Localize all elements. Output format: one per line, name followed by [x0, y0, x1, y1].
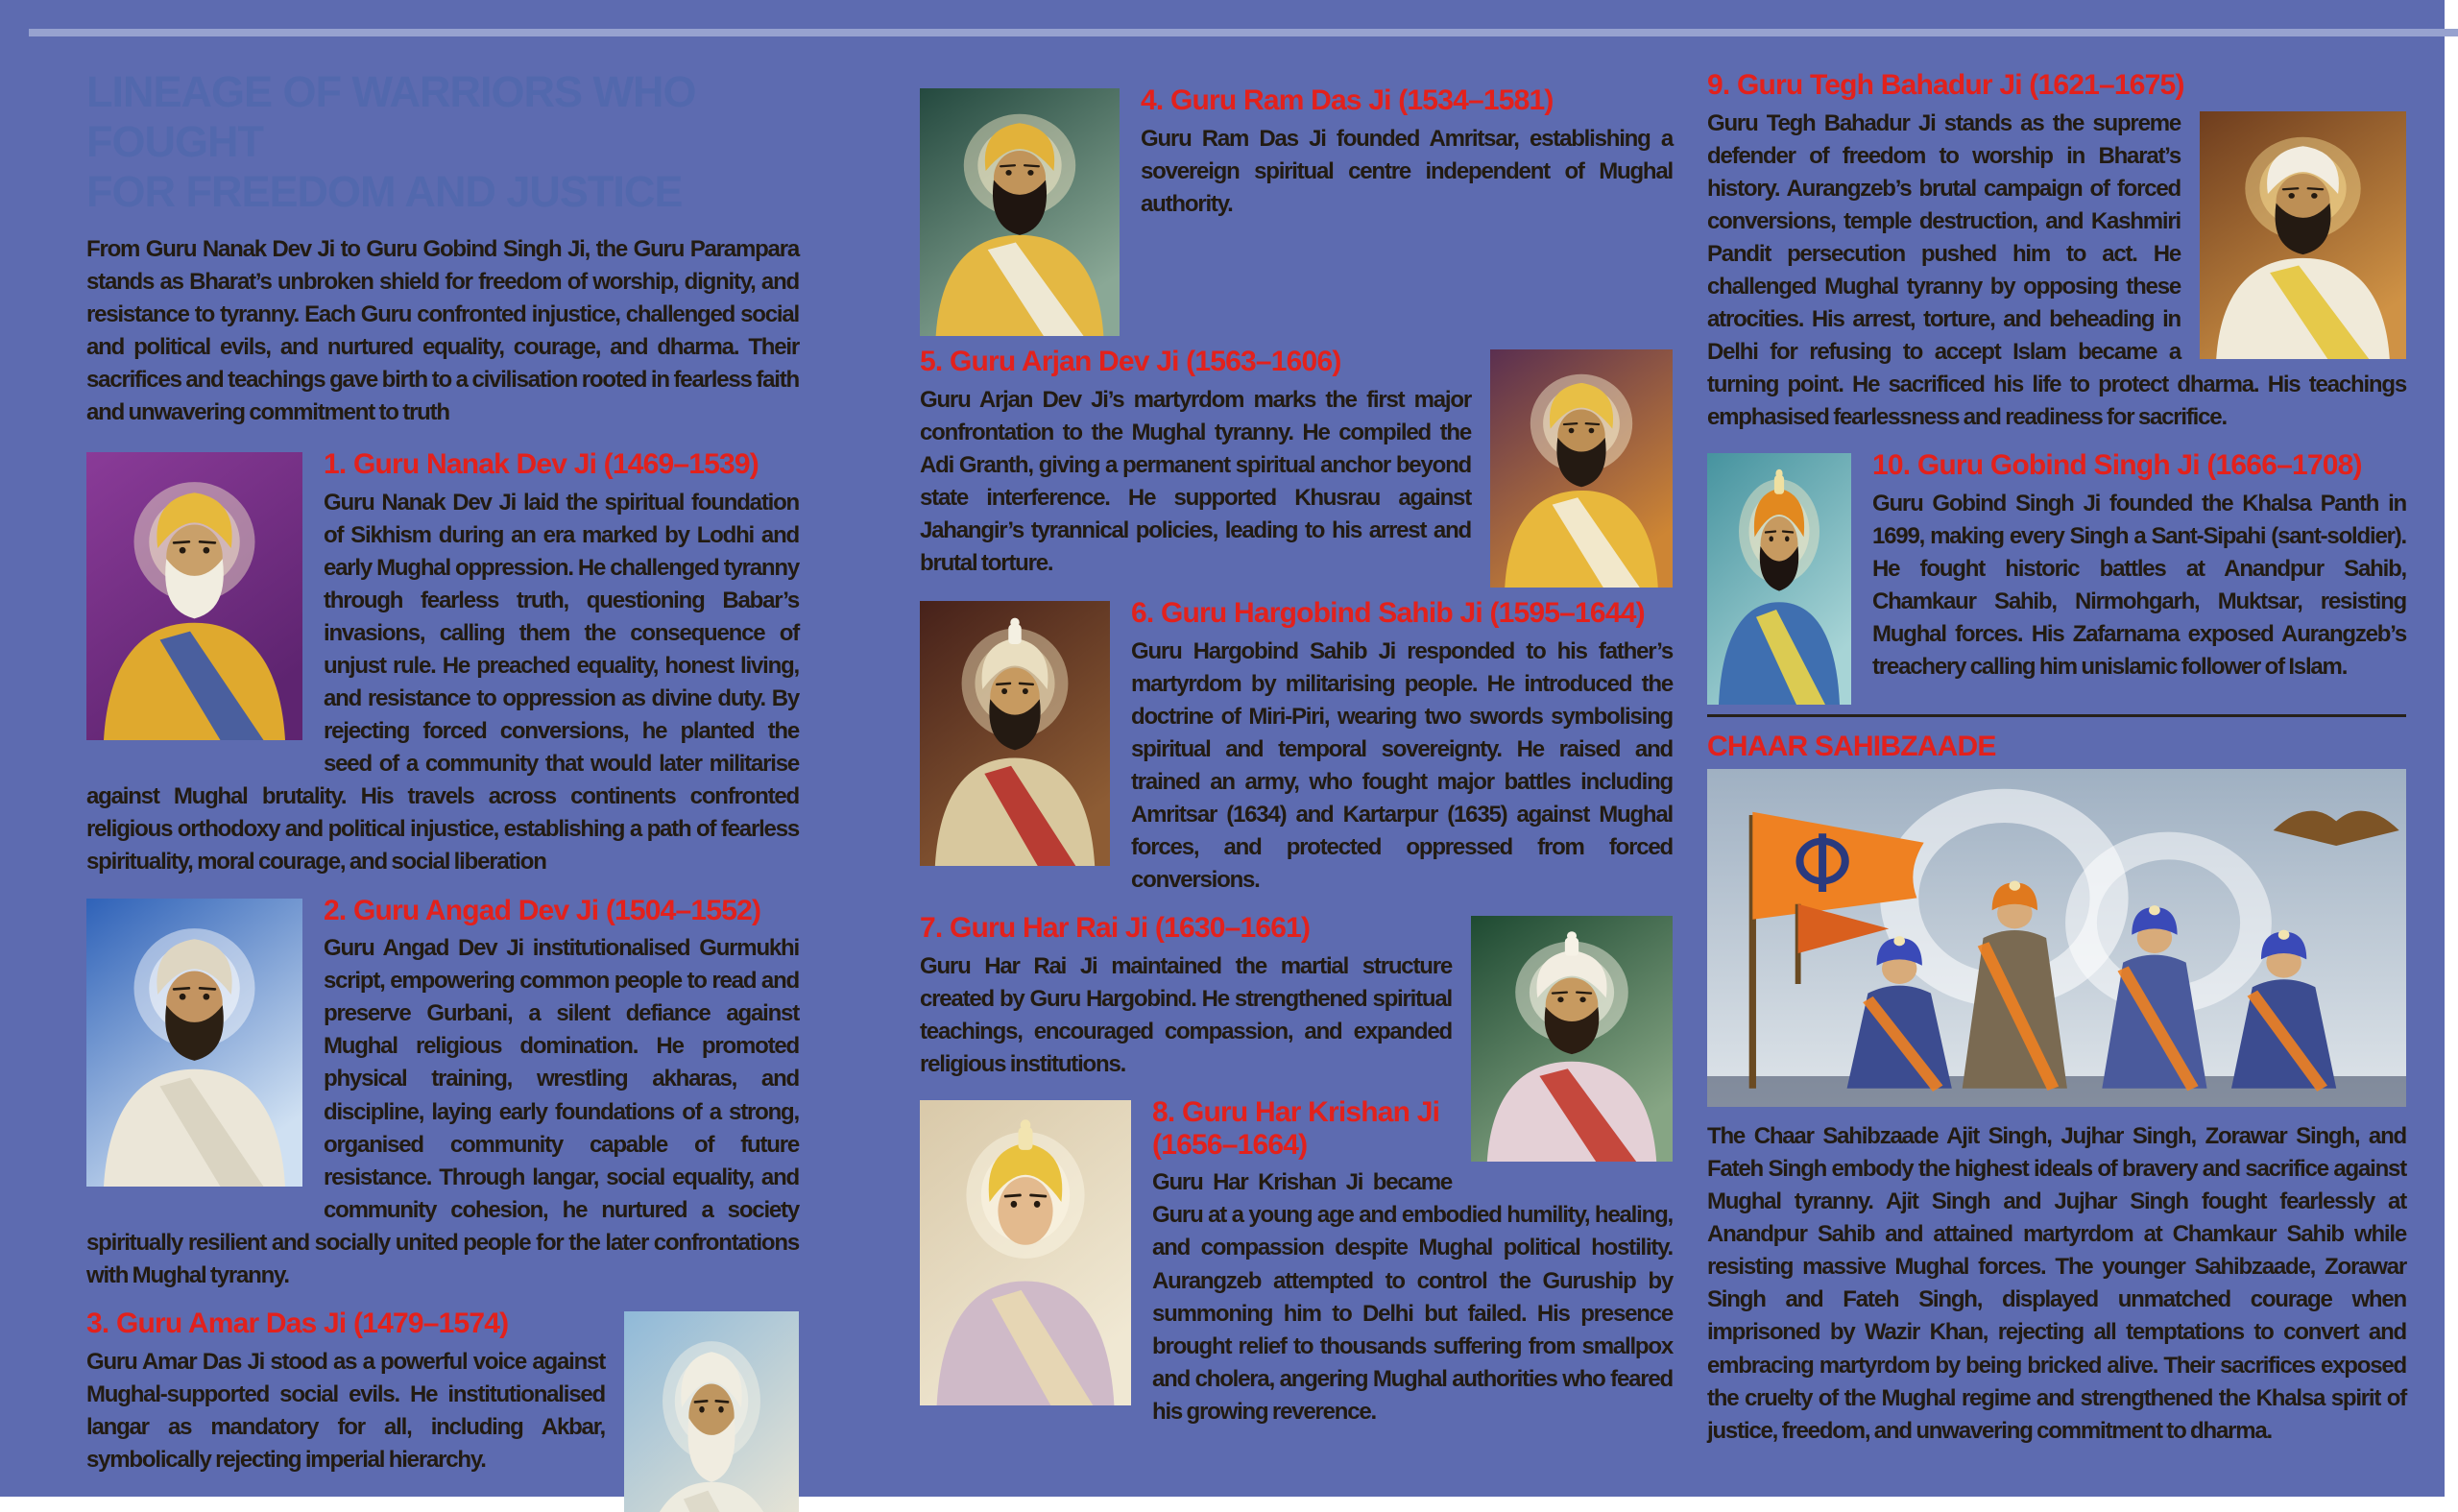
section-heading-guru-ram-das: 4. Guru Ram Das Ji (1534–1581): [1141, 84, 1554, 116]
section-heading-guru-arjan: 5. Guru Arjan Dev Ji (1563–1606): [920, 346, 1341, 377]
section-guru-tegh-bahadur: [1707, 69, 2406, 434]
section-body-guru-har-rai: Guru Har Rai Ji maintained the martial structure created by Guru Hargobind. He strengthened spiritual teachings, encouraged compassion, and expanded religious institutions.: [920, 952, 1452, 1078]
page-title-line1: LINEAGE OF WARRIORS WHO FOUGHT: [86, 67, 696, 167]
section-heading-guru-nanak: 1. Guru Nanak Dev Ji (1469–1539): [324, 448, 759, 481]
page-title: [86, 67, 799, 218]
section-guru-amar-das: [86, 1308, 799, 1476]
section-guru-gobind-singh: [1707, 449, 2406, 684]
section-body-guru-ram-das: Guru Ram Das Ji founded Amritsar, establishing a sovereign spiritual centre independent of Mughal authority.: [1141, 125, 1673, 217]
section-guru-har-rai: [920, 912, 1673, 1081]
guru-har-krishan-portrait: [920, 1100, 1131, 1405]
column-middle: [920, 40, 1673, 1444]
chaar-sahibzaade-image: [1707, 769, 2406, 1107]
guru-angad-portrait: [86, 899, 302, 1187]
guru-gobind-singh-portrait: [1707, 453, 1851, 705]
column-left: [86, 54, 799, 1512]
section-heading-guru-angad: 2. Guru Angad Dev Ji (1504–1552): [324, 894, 761, 926]
section-body-guru-nanak: Guru Nanak Dev Ji laid the spiritual foundation of Sikhism during an era marked by Lodhi and early Mughal oppression. He challenged tyranny through fearless truth, questioning Babar’s invasions, calling them the consequence of unjust rule. He preached equality, honest living, and resistance to oppression as divine duty. By rejecting forced conversions, he planted the seed of a community that would later militarise against Mughal brutality. His travels across continents confronted religious orthodoxy and political injustice, establishing a path of fearless spirituality, moral courage, and social liberation: [86, 489, 799, 876]
guru-har-rai-portrait: [1471, 916, 1673, 1162]
section-heading-guru-tegh-bahadur: 9. Guru Tegh Bahadur Ji (1621–1675): [1707, 69, 2184, 101]
section-heading-guru-har-krishan: 8. Guru Har Krishan Ji (1656–1664): [1152, 1096, 1440, 1161]
section-guru-ram-das: [920, 84, 1673, 221]
page-content: [29, 29, 2458, 1473]
column-right: [1707, 40, 2406, 1463]
section-divider: [1707, 714, 2406, 717]
section-heading-guru-amar-das: 3. Guru Amar Das Ji (1479–1574): [86, 1308, 509, 1340]
section-chaar-sahibzaade: [1707, 731, 2406, 1447]
section-heading-guru-gobind-singh: 10. Guru Gobind Singh Ji (1666–1708): [1872, 449, 2362, 482]
section-body-guru-angad: Guru Angad Dev Ji institutionalised Gurmukhi script, empowering common people to read and preserve Gurbani, a silent defiance against Mughal religious domination. He promoted physical training, wrestling akharas, and discipline, laying early foundations of a strong, organised community capable of future resistance. Through langar, social equality, and community cohesion, he nurtured a society spiritually resilient and socially united people for the later confrontations with Mughal tyranny.: [86, 935, 799, 1288]
guru-tegh-bahadur-portrait: [2200, 111, 2406, 359]
page-title-line2: FOR FREEDOM AND JUSTICE: [86, 167, 683, 217]
guru-amar-das-portrait: [624, 1311, 799, 1512]
guru-hargobind-portrait: [920, 601, 1110, 866]
section-body-guru-tegh-bahadur: Guru Tegh Bahadur Ji stands as the supreme defender of freedom to worship in Bharat’s history. Aurangzeb’s brutal campaign of forced conversions, temple destruction, and Kashmiri Pandit persecution pushed him to act. He challenged Mughal tyranny by opposing these atrocities. His arrest, torture, and beheading in Delhi for refusing to accept Islam became a turning point. He sacrificed his life to protect dharma. His teachings emphasised fearlessness and readiness for sacrifice.: [1707, 109, 2406, 431]
section-guru-hargobind: [920, 597, 1673, 897]
section-body-guru-amar-das: Guru Amar Das Ji stood as a powerful voice against Mughal-supported social evils. He institutionalised langar as mandatory for all, including Akbar, symbolically rejecting imperial hierarchy.: [86, 1348, 605, 1473]
guru-nanak-portrait: [86, 452, 302, 740]
section-body-guru-har-krishan: Guru Har Krishan Ji became Guru at a young age and embodied humility, healing, and compassion despite Mughal political hostility. Aurangzeb attempted to control the Guruship by summoning him to Delhi but failed. His presence brought relief to thousands suffering from smallpox and cholera, angering Mughal authorities who feared his growing reverence.: [1152, 1169, 1673, 1425]
section-guru-nanak: [86, 448, 799, 879]
section-heading-guru-hargobind: 6. Guru Hargobind Sahib Ji (1595–1644): [1131, 597, 1645, 629]
guru-ram-das-portrait: [920, 88, 1120, 336]
chaar-sahibzaade-body: The Chaar Sahibzaade Ajit Singh, Jujhar Singh, Zorawar Singh, and Fateh Singh embody the highest ideals of bravery and sacrifice against Mughal tyranny. Ajit Singh and Jujhar Singh fought fearlessly at Anandpur Sahib and attained martyrdom at Chamkaur Sahib while resisting massive Mughal forces. The younger Sahibzaade, Zorawar Singh and Fateh Singh, displayed unmatched courage when imprisoned by Wazir Khan, rejecting all temptations to convert and embracing martyrdom by being bricked alive. Their sacrifices exposed the cruelty of the Mughal regime and strengthened the Khalsa spirit of justice, freedom, and unwavering commitment to dharma.: [1707, 1122, 2406, 1444]
section-body-guru-hargobind: Guru Hargobind Sahib Ji responded to his father’s martyrdom by militarising people. He introduced the doctrine of Miri-Piri, wearing two swords symbolising spiritual and temporal sovereignty. He raised and trained an army, who fought major battles including Amritsar (1634) and Kartarpur (1635) against Mughal forces, and protected oppressed from forced conversions.: [1131, 637, 1673, 894]
chaar-sahibzaade-heading: CHAAR SAHIBZAADE: [1707, 731, 1996, 763]
intro-paragraph: From Guru Nanak Dev Ji to Guru Gobind Singh Ji, the Guru Parampara stands as Bharat’s unbroken shield for freedom of worship, dignity, and resistance to tyranny. Each Guru confronted injustice, challenged social and political evils, and nurtured equality, courage, and dharma. Their sacrifices and teachings gave birth to a civilisation rooted in fearless faith and unwavering commitment to truth: [86, 235, 799, 425]
section-body-guru-gobind-singh: Guru Gobind Singh Ji founded the Khalsa Panth in 1699, making every Singh a Sant-Sipahi (sant-soldier). He fought historic battles at Anandpur Sahib, Chamkaur Sahib, Nirmohgarh, Muktsar, resisting Mughal forces. His Zafarnama exposed Aurangzeb’s treachery calling him unislamic follower of Islam.: [1872, 490, 2406, 681]
section-guru-arjan: [920, 346, 1673, 580]
guru-arjan-portrait: [1490, 349, 1673, 588]
section-body-guru-arjan: Guru Arjan Dev Ji’s martyrdom marks the first major confrontation to the Mughal tyranny. He compiled the Adi Granth, giving a permanent spiritual anchor beyond state interference. He supported Khusrau against Jahangir’s tyrannical policies, leading to his arrest and brutal torture.: [920, 386, 1471, 576]
section-guru-angad: [86, 895, 799, 1292]
section-heading-guru-har-rai: 7. Guru Har Rai Ji (1630–1661): [920, 912, 1311, 945]
